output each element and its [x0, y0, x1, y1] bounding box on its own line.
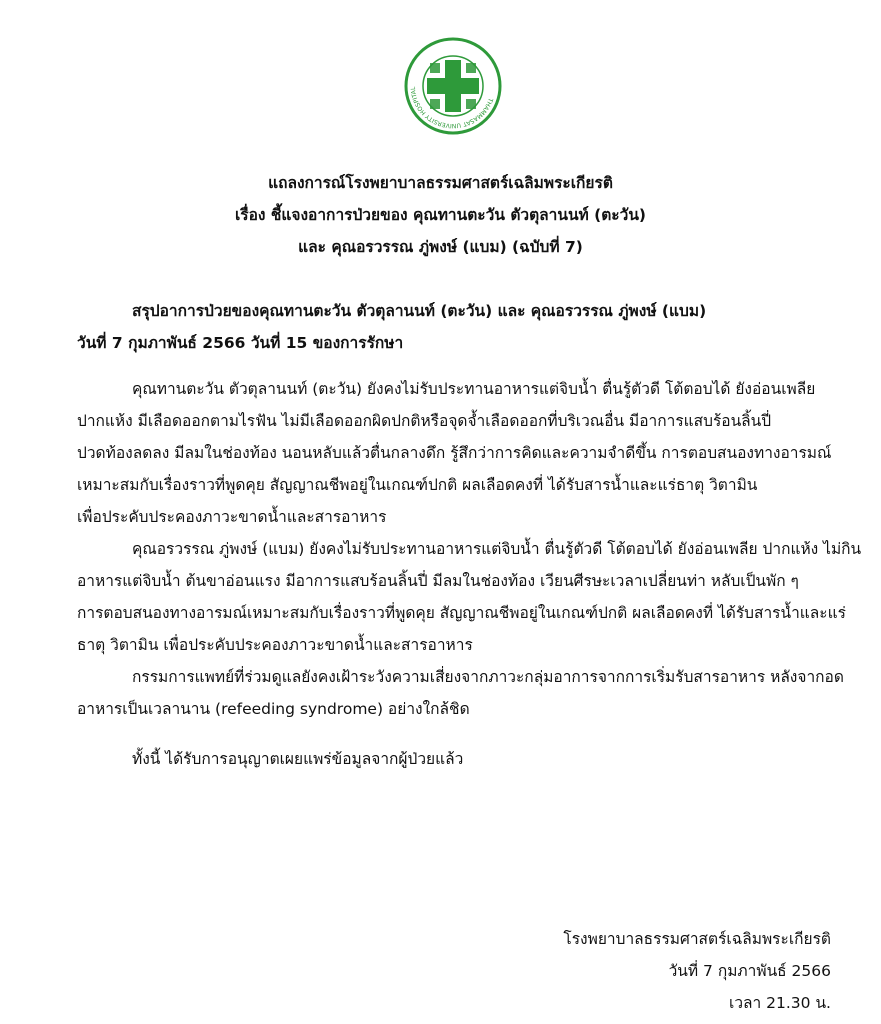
statement-issue: และ คุณอรวรรณ ภู่พงษ์ (แบม) (ฉบับที่ 7) — [298, 238, 583, 256]
paragraph-line: กรรมการแพทย์ที่ร่วมดูแลยังคงเฝ้าระวังความเสี่ยงจากภาวะกลุ่มอาการจากการเริ่มรับสารอาหาร หลังจากอด — [132, 668, 844, 686]
summary-heading: สรุปอาการป่วยของคุณทานตะวัน ตัวตุลานนท์ (ตะวัน) และ คุณอรวรรณ ภู่พงษ์ (แบม) — [132, 302, 707, 320]
summary-date: วันที่ 7 กุมภาพันธ์ 2566 วันที่ 15 ของการรักษา — [77, 334, 404, 352]
paragraph-line: อาหารเป็นเวลานาน (refeeding syndrome) อย่างใกล้ชิด — [77, 700, 470, 718]
paragraph-line: การตอบสนองทางอารมณ์เหมาะสมกับเรื่องราวที่พูดคุย สัญญาณชีพอยู่ในเกณฑ์ปกติ ผลเลือดคงที่ ได้รับสารน้ำและแร่ — [77, 604, 846, 622]
paragraph-line: เพื่อประคับประคองภาวะขาดน้ำและสารอาหาร — [77, 508, 387, 526]
statement-title: แถลงการณ์โรงพยาบาลธรรมศาสตร์เฉลิมพระเกียรติ — [268, 174, 613, 192]
paragraph-line: เหมาะสมกับเรื่องราวที่พูดคุย สัญญาณชีพอยู่ในเกณฑ์ปกติ ผลเลือดคงที่ ได้รับสารน้ำและแร่ธาตุ วิตามิน — [77, 476, 758, 494]
paragraph-line: ปวดท้องลดลง มีลมในช่องท้อง นอนหลับแล้วตื่นกลางดึก รู้สึกว่าการคิดและความจำดีขึ้น การตอบสนองทางอารมณ์ — [77, 444, 832, 462]
signature-org: โรงพยาบาลธรรมศาสตร์เฉลิมพระเกียรติ — [563, 930, 831, 948]
signature-time: เวลา 21.30 น. — [729, 994, 831, 1012]
hospital-seal-logo — [403, 36, 503, 136]
signature-date: วันที่ 7 กุมภาพันธ์ 2566 — [668, 962, 831, 980]
paragraph-line: คุณอรวรรณ ภู่พงษ์ (แบม) ยังคงไม่รับประทานอาหารแต่จิบน้ำ ตื่นรู้ตัวดี โต้ตอบได้ ยังอ่อนเพลีย ปากแห้ง ไม่กิน — [132, 540, 862, 558]
statement-subject: เรื่อง ชี้แจงอาการป่วยของ คุณทานตะวัน ตัวตุลานนท์ (ตะวัน) — [234, 206, 647, 224]
consent-note: ทั้งนี้ ได้รับการอนุญาตเผยแพร่ข้อมูลจากผู้ป่วยแล้ว — [132, 750, 464, 768]
paragraph-line: คุณทานตะวัน ตัวตุลานนท์ (ตะวัน) ยังคงไม่รับประทานอาหารแต่จิบน้ำ ตื่นรู้ตัวดี โต้ตอบได้ ยังอ่อนเพลีย — [132, 380, 816, 398]
paragraph-line: ธาตุ วิตามิน เพื่อประคับประคองภาวะขาดน้ำและสารอาหาร — [77, 636, 473, 654]
paragraph-line: อาหารแต่จิบน้ำ ต้นขาอ่อนแรง มีอาการแสบร้อนลิ้นปี่ มีลมในช่องท้อง เวียนศีรษะเวลาเปลี่ยนท่า หลับเป็นพัก ๆ — [77, 572, 799, 590]
logo-ring-text: THAMMASAT UNIVERSITY HOSPITAL — [409, 86, 494, 130]
paragraph-line: ปากแห้ง มีเลือดออกตามไรฟัน ไม่มีเลือดออกผิดปกติหรือจุดจ้ำเลือดออกที่บริเวณอื่น มีอาการแสบร้อนลิ้นปี่ — [77, 412, 772, 430]
